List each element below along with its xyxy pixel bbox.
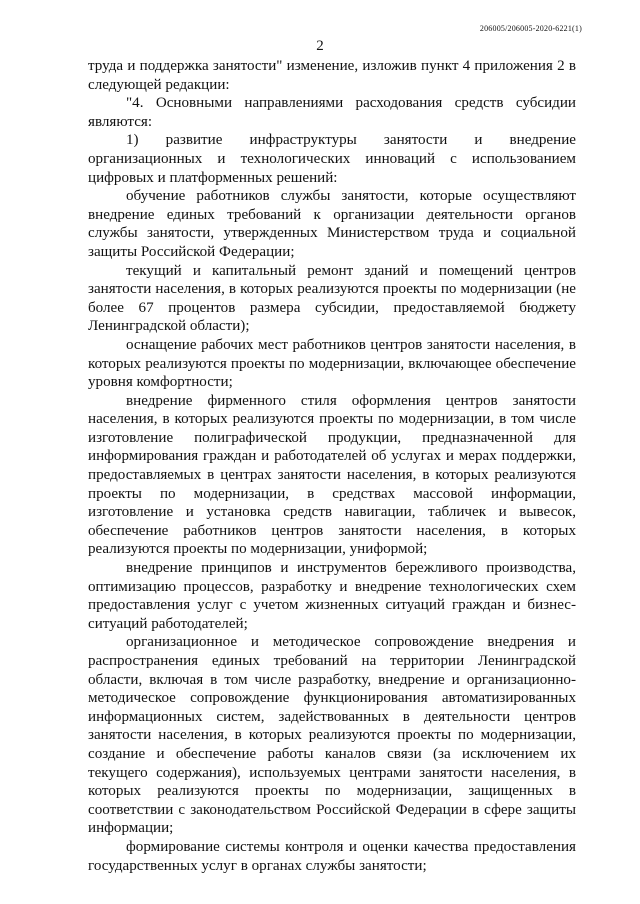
paragraph-heading: "4. Основными направлениями расходования средств субсидии являются: <box>88 95 576 130</box>
paragraph-intro: труда и поддержка занятости" изменение, изложив пункт 4 приложения 2 в следующей редакции: <box>88 58 576 93</box>
page-number: 2 <box>316 38 324 54</box>
paragraph-methodical-support: организационное и методическое сопровождение внедрения и распространения единых требований на территории Ленинградской области, включая в том числе разработку, внедрение и организационно-методическое сопровождение функционирования автоматизированных информационных систем, задействованных в деятельности центров занятости населения, в которых реализуются проекты по модернизации, создание и обеспечение работы каналов связи (за исключением их текущего содержания), используемых центрами занятости населения, в которых реализуются проекты по модернизации, защищенных в соответствии с законодательством Российской Федерации в сфере защиты информации; <box>88 634 576 837</box>
paragraph-lean: внедрение принципов и инструментов бережливого производства, оптимизацию процессов, разработку и внедрение технологических схем предоставления услуг с учетом жизненных ситуаций граждан и бизнес-ситуаций работодателей; <box>88 560 576 632</box>
paragraph-item-1: 1) развитие инфраструктуры занятости и внедрение организационных и технологических инноваций с использованием цифровых и платформенных решений: <box>88 132 576 186</box>
paragraph-repair: текущий и капитальный ремонт зданий и помещений центров занятости населения, в которых реализуются проекты по модернизации (не более 67 процентов размера субсидии, предоставляемой бюджету Ленинградской области); <box>88 262 576 335</box>
paragraph-corporate-style: внедрение фирменного стиля оформления центров занятости населения, в которых реализуются проекты по модернизации, в том числе изготовление полиграфической продукции, предназначенной для информирования граждан и работодателей об услугах и мерах поддержки, предоставляемых в центрах занятости населения, в которых реализуются проекты по модернизации, в средствах массовой информации, изготовление и установка средств навигации, табличек и вывесок, обеспечение работников центров занятости населения, в которых реализуются проекты по модернизации, униформой; <box>88 392 576 558</box>
paragraph-quality-control: формирование системы контроля и оценки качества предоставления государственных услуг в органах службы занятости; <box>88 838 576 874</box>
document-body <box>88 57 576 875</box>
document-id: 206005/206005-2020-6221(1) <box>479 24 582 33</box>
paragraph-workplaces: оснащение рабочих мест работников центров занятости населения, в которых реализуются проекты по модернизации, включающее обеспечение уровня комфортности; <box>88 336 576 391</box>
paragraph-training: обучение работников службы занятости, которые осуществляют внедрение единых требований к организации деятельности органов службы занятости, утвержденных Министерством труда и социальной защиты Российской Федерации; <box>88 188 576 260</box>
